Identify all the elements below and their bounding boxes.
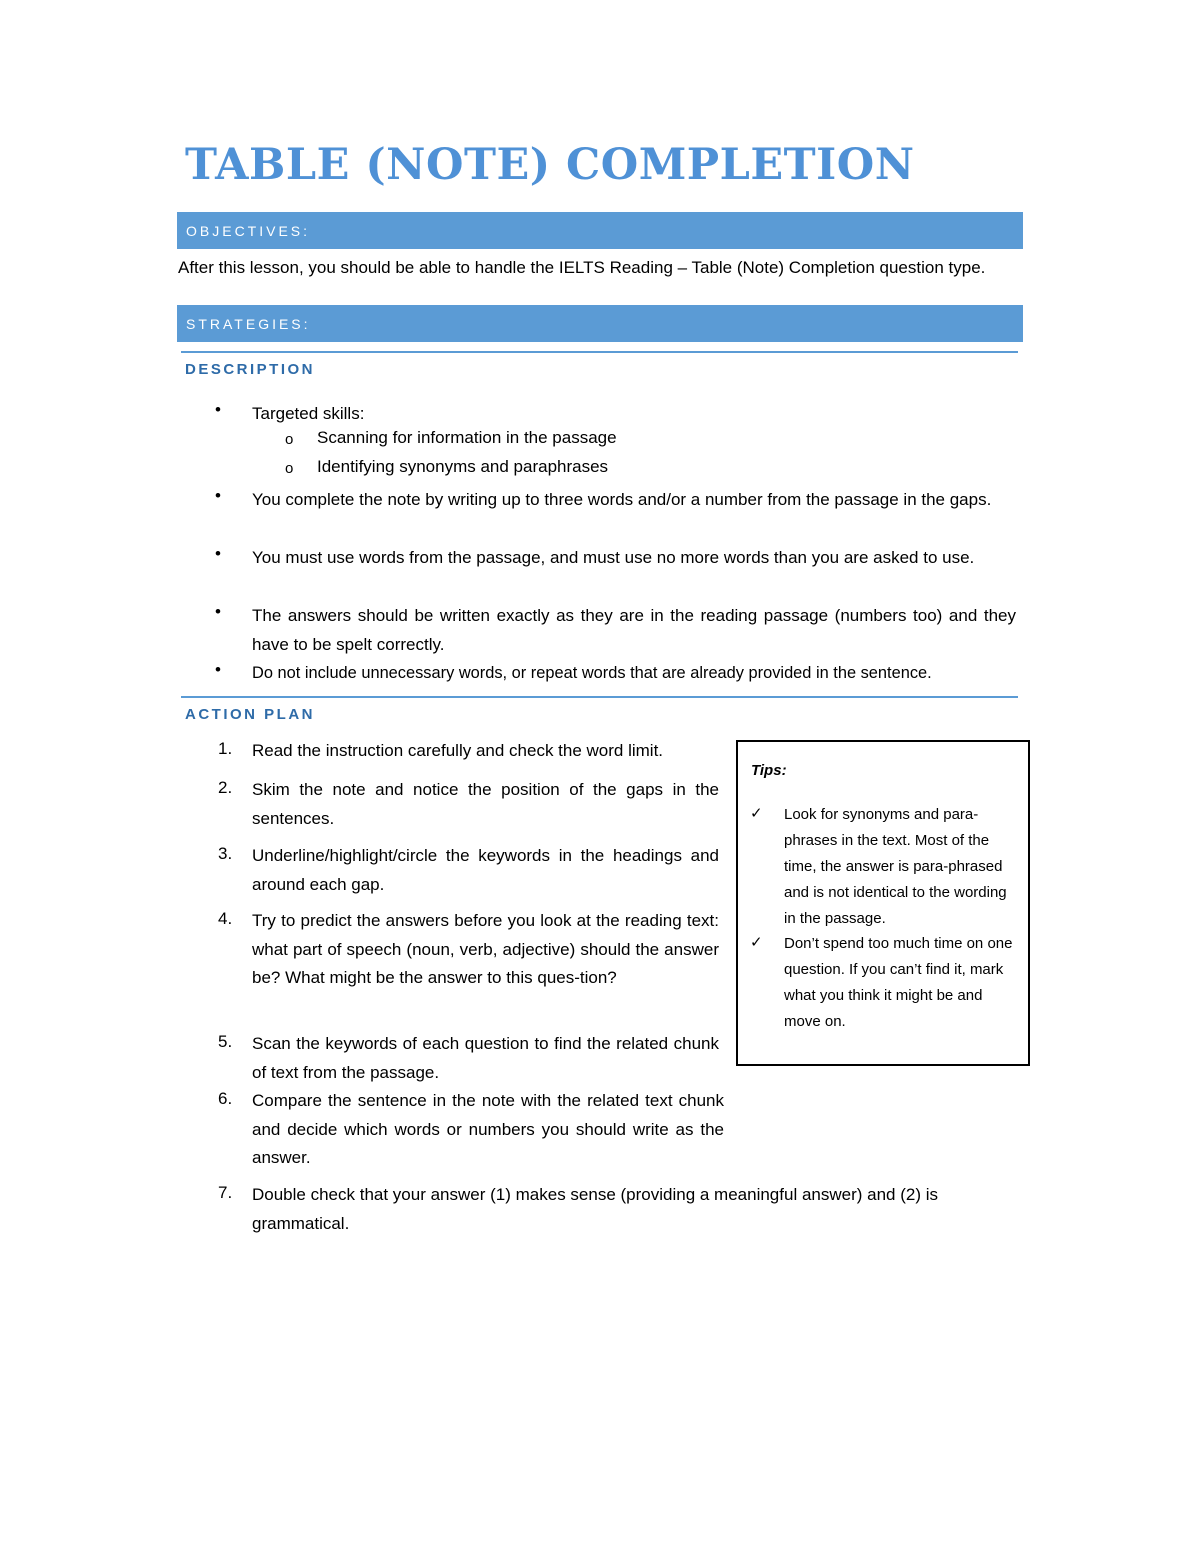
step-number: 1. [218, 739, 233, 758]
objectives-text: After this lesson, you should be able to handle the IELTS Reading – Table (Note) Completion question type. [178, 258, 986, 277]
step-text: Underline/highlight/circle the keywords in the headings and around each gap. [252, 846, 719, 894]
objectives-label: OBJECTIVES: [186, 223, 311, 239]
strategies-banner [177, 305, 1023, 342]
step-number: 3. [218, 844, 233, 863]
section-divider [181, 696, 1018, 698]
step-number: 4. [218, 909, 233, 928]
description-item: The answers should be written exactly as they are in the reading passage (numbers too) and they have to be spelt correctly. [252, 606, 1016, 654]
step-number: 7. [218, 1183, 233, 1202]
tips-title: Tips: [751, 762, 787, 779]
step-text: Scan the keywords of each question to find the related chunk of text from the passage. [252, 1034, 719, 1082]
description-sub-item: Identifying synonyms and paraphrases [317, 457, 609, 476]
page-title: TABLE (NOTE) COMPLETION [185, 140, 915, 190]
step-text: Try to predict the answers before you look at the reading text: what part of speech (noun, verb, adjective) should the answer be? What might be the answer to this ques-tion? [252, 911, 719, 987]
bullet-icon: • [215, 660, 221, 679]
bullet-icon: • [215, 602, 221, 621]
description-item: You complete the note by writing up to three words and/or a number from the passage in the gaps. [252, 490, 992, 509]
checkmark-icon: ✓ [750, 805, 763, 822]
bullet-icon: • [215, 400, 221, 419]
tip-item: Look for synonyms and para-phrases in the text. Most of the time, the answer is para-phrased and is not identical to the wording in the passage. [784, 806, 1007, 927]
objectives-banner [177, 212, 1023, 249]
bullet-icon: • [215, 544, 221, 563]
tip-item: Don’t spend too much time on one question. If you can’t find it, mark what you think it might be and move on. [784, 935, 1013, 1030]
step-number: 2. [218, 778, 233, 797]
section-divider [181, 351, 1018, 353]
bullet-icon: • [215, 486, 221, 505]
sub-bullet-icon: o [285, 431, 294, 448]
description-item: Targeted skills: [252, 404, 365, 423]
step-text: Read the instruction carefully and check the word limit. [252, 741, 664, 760]
description-sub-item: Scanning for information in the passage [317, 428, 617, 447]
step-text: Skim the note and notice the position of the gaps in the sentences. [252, 780, 719, 828]
sub-bullet-icon: o [285, 460, 294, 477]
description-item: Do not include unnecessary words, or repeat words that are already provided in the sentence. [252, 664, 932, 682]
description-item: You must use words from the passage, and must use no more words than you are asked to use. [252, 548, 975, 567]
step-text: Compare the sentence in the note with the related text chunk and decide which words or numbers you should write as the answer. [252, 1091, 724, 1167]
checkmark-icon: ✓ [750, 934, 763, 951]
description-heading: DESCRIPTION [185, 361, 316, 378]
step-number: 6. [218, 1089, 233, 1108]
step-text: Double check that your answer (1) makes sense (providing a meaningful answer) and (2) is grammatical. [252, 1185, 938, 1233]
step-number: 5. [218, 1032, 233, 1051]
action-plan-heading: ACTION PLAN [185, 706, 315, 723]
tips-box [736, 740, 1030, 1066]
strategies-label: STRATEGIES: [186, 316, 311, 332]
